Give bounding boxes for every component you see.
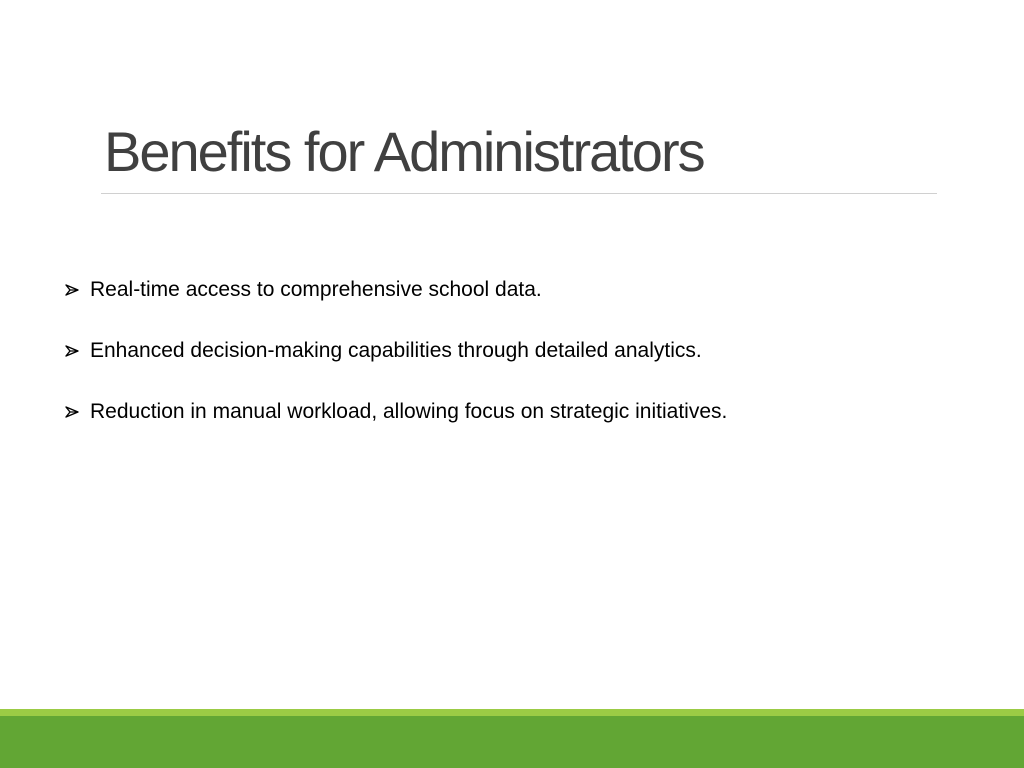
arrow-bullet-icon bbox=[64, 282, 80, 298]
bullet-text: Reduction in manual workload, allowing focus on strategic initiatives. bbox=[90, 400, 728, 423]
bullet-text: Real-time access to comprehensive school data. bbox=[90, 278, 542, 301]
bullet-list bbox=[64, 272, 727, 430]
slide-title: Benefits for Administrators bbox=[104, 120, 704, 183]
title-divider bbox=[101, 193, 937, 194]
bullet-item bbox=[64, 394, 727, 430]
footer-bar bbox=[0, 716, 1024, 768]
bullet-item bbox=[64, 333, 727, 369]
bullet-item bbox=[64, 272, 727, 308]
arrow-bullet-icon bbox=[64, 404, 80, 420]
arrow-bullet-icon bbox=[64, 343, 80, 359]
footer-accent-strip bbox=[0, 709, 1024, 716]
bullet-text: Enhanced decision-making capabilities through detailed analytics. bbox=[90, 339, 702, 362]
